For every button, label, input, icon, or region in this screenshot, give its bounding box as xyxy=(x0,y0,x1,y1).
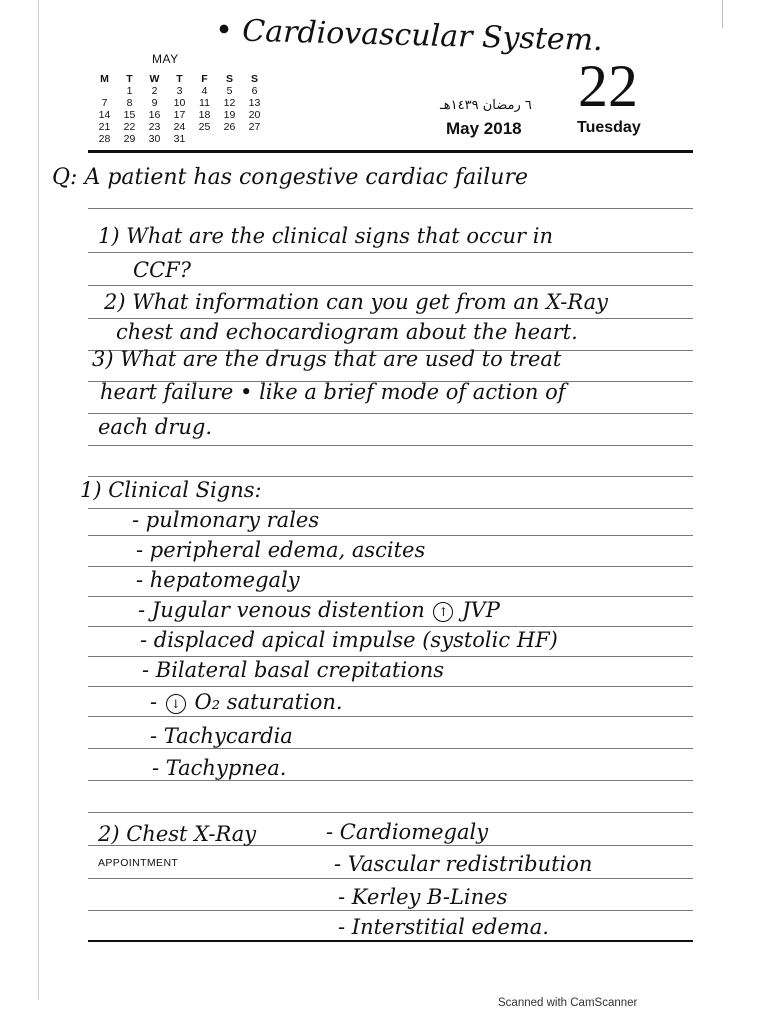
calendar-day: 5 xyxy=(226,85,233,97)
question-3-line-3: each drug. xyxy=(98,415,213,439)
question-1-line-1: 1) What are the clinical signs that occur in xyxy=(98,224,553,248)
margin-line xyxy=(38,0,39,1000)
clinical-signs-heading: 1) Clinical Signs: xyxy=(80,478,262,502)
ruled-line xyxy=(88,748,693,749)
mini-calendar xyxy=(92,73,267,145)
calendar-day: 12 xyxy=(223,97,236,109)
calendar-day xyxy=(192,133,217,145)
calendar-day: 22 xyxy=(123,121,136,133)
calendar-day: 1 xyxy=(126,85,133,97)
ruled-line xyxy=(88,445,693,446)
calendar-day: 7 xyxy=(101,97,108,109)
xray-finding: - Vascular redistribution xyxy=(334,852,593,876)
xray-finding: - Cardiomegaly xyxy=(326,820,489,844)
calendar-day: 20 xyxy=(248,109,261,121)
calendar-week xyxy=(92,121,267,133)
header-rule xyxy=(88,150,693,153)
ruled-line xyxy=(88,596,693,597)
calendar-day: 15 xyxy=(123,109,136,121)
calendar-day: 9 xyxy=(151,97,158,109)
xray-finding: - Interstitial edema. xyxy=(338,915,549,939)
clinical-sign-item-o2 xyxy=(150,690,343,714)
calendar-day: 29 xyxy=(123,133,136,145)
calendar-day: 17 xyxy=(173,109,186,121)
ruled-line xyxy=(88,413,693,414)
calendar-week xyxy=(92,85,267,97)
ruled-line xyxy=(88,812,693,813)
calendar-weekday-row xyxy=(92,73,267,85)
calendar-day: 18 xyxy=(198,109,211,121)
calendar-day: 3 xyxy=(176,85,183,97)
clinical-sign-item: - peripheral edema, ascites xyxy=(136,538,426,562)
ruled-line xyxy=(88,208,693,209)
hijri-date: ٦ رمضان ١٤٣٩هـ xyxy=(440,98,532,113)
ruled-line xyxy=(88,716,693,717)
calendar-month: MAY xyxy=(152,52,179,66)
calendar-day: 14 xyxy=(98,109,111,121)
calendar-day: 25 xyxy=(198,121,211,133)
clinical-sign-item: - Tachycardia xyxy=(150,724,293,748)
scanner-watermark: Scanned with CamScanner xyxy=(498,997,638,1009)
calendar-week xyxy=(92,97,267,109)
chest-xray-heading: 2) Chest X-Ray xyxy=(98,822,257,846)
clinical-sign-text: - Jugular venous distention xyxy=(138,598,425,622)
ruled-line xyxy=(88,285,693,286)
ruled-line xyxy=(88,656,693,657)
clinical-sign-text: - xyxy=(150,690,158,714)
xray-finding: - Kerley B-Lines xyxy=(338,885,508,909)
up-arrow-icon: ↑ xyxy=(433,602,453,622)
day-number: 22 xyxy=(578,53,638,119)
calendar-day: 31 xyxy=(173,133,186,145)
clinical-sign-item: - displaced apical impulse (systolic HF) xyxy=(140,628,558,652)
ruled-line xyxy=(88,318,693,319)
ruled-line xyxy=(88,535,693,536)
bottom-rule xyxy=(88,940,693,942)
month-year: May 2018 xyxy=(446,119,522,138)
calendar-week xyxy=(92,109,267,121)
calendar-day: 10 xyxy=(173,97,186,109)
ruled-line xyxy=(88,780,693,781)
question-2-line-2: chest and echocardiogram about the heart. xyxy=(116,320,578,344)
calendar-day: 30 xyxy=(148,133,161,145)
weekday-label: F xyxy=(201,73,208,85)
calendar-day: 11 xyxy=(199,97,210,109)
clinical-sign-item: - pulmonary rales xyxy=(132,508,320,532)
weekday-label: T xyxy=(176,73,183,85)
ruled-line xyxy=(88,626,693,627)
question-1-line-2: CCF? xyxy=(133,258,191,282)
calendar-day: 4 xyxy=(201,85,208,97)
calendar-day: 2 xyxy=(151,85,158,97)
weekday-label: S xyxy=(225,73,233,85)
clinical-sign-item: - Bilateral basal crepitations xyxy=(142,658,445,682)
down-arrow-icon: ↓ xyxy=(166,694,186,714)
weekday-label: M xyxy=(100,73,109,85)
calendar-day: 28 xyxy=(98,133,111,145)
page-title: • Cardiovascular System. xyxy=(214,12,604,59)
calendar-day xyxy=(217,133,242,145)
calendar-day xyxy=(242,133,267,145)
calendar-day: 19 xyxy=(223,109,236,121)
corner-mark xyxy=(722,0,723,28)
clinical-sign-item-jvp xyxy=(138,598,500,622)
calendar-week xyxy=(92,133,267,145)
ruled-line xyxy=(88,910,693,911)
calendar-day: 6 xyxy=(251,85,258,97)
jvp-label: JVP xyxy=(462,598,500,622)
calendar-day: 13 xyxy=(248,97,261,109)
weekday-label: T xyxy=(126,73,133,85)
calendar-day: 21 xyxy=(98,121,111,133)
ruled-line xyxy=(88,476,693,477)
question-3-line-1: 3) What are the drugs that are used to treat xyxy=(92,347,562,371)
weekday: Tuesday xyxy=(577,119,641,136)
calendar-day: 8 xyxy=(126,97,133,109)
clinical-sign-item: - hepatomegaly xyxy=(136,568,300,592)
calendar-day: 24 xyxy=(173,121,186,133)
clinical-sign-item: - Tachypnea. xyxy=(152,756,287,780)
ruled-line xyxy=(88,252,693,253)
calendar-day xyxy=(92,85,117,97)
calendar-day: 26 xyxy=(223,121,236,133)
calendar-day: 16 xyxy=(148,109,161,121)
question-2-line-1: 2) What information can you get from an X-Ray xyxy=(104,290,609,314)
question-3-line-2: heart failure • like a brief mode of action of xyxy=(100,380,566,404)
appointment-label: APPOINTMENT xyxy=(98,857,179,869)
question-main: Q: A patient has congestive cardiac failure xyxy=(52,165,528,190)
ruled-line xyxy=(88,686,693,687)
calendar-day: 23 xyxy=(148,121,161,133)
weekday-label: W xyxy=(149,73,160,85)
calendar-day: 27 xyxy=(248,121,261,133)
weekday-label: S xyxy=(250,73,258,85)
o2-saturation-label: O₂ saturation. xyxy=(194,690,343,714)
ruled-line xyxy=(88,878,693,879)
ruled-line xyxy=(88,566,693,567)
